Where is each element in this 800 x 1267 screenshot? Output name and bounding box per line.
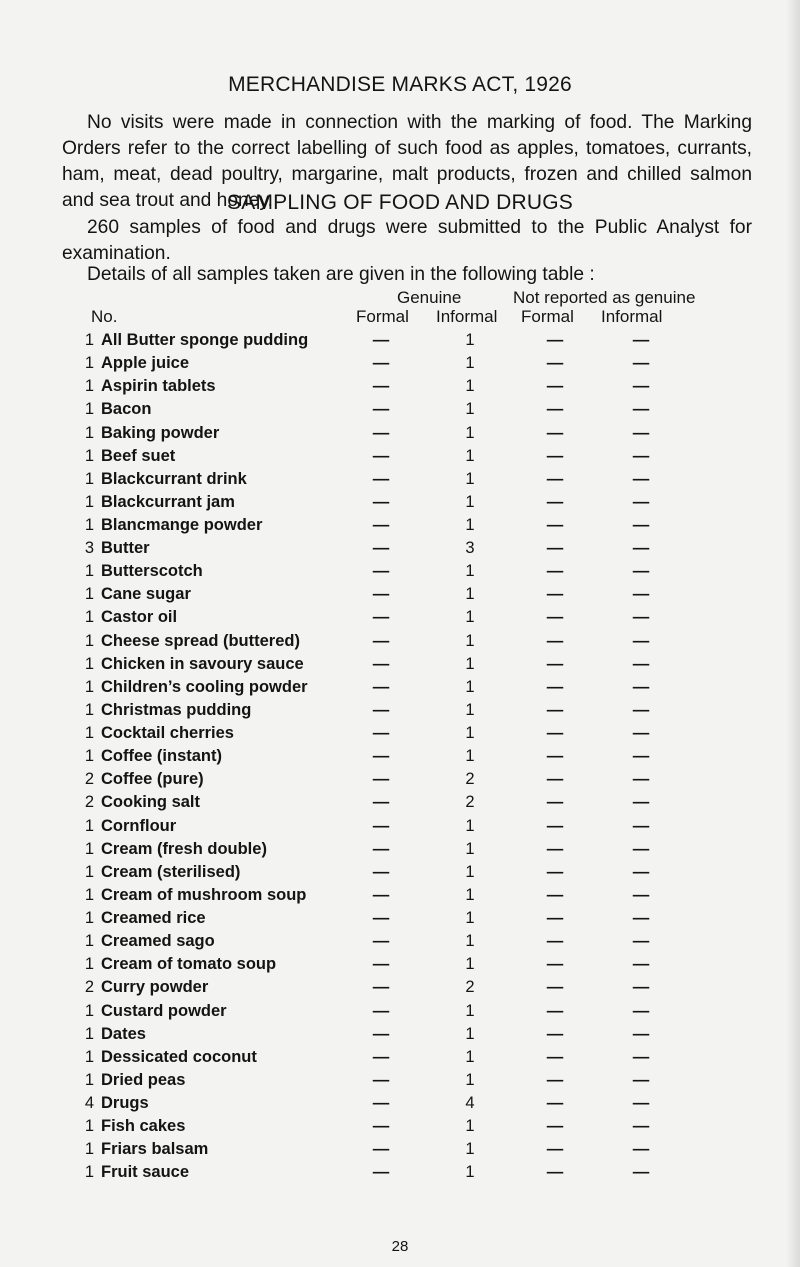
cell-not-formal: —: [546, 423, 564, 442]
cell-count: 1: [84, 331, 94, 349]
table-row: [0, 724, 800, 748]
cell-not-formal: —: [546, 631, 564, 650]
cell-not-informal: —: [632, 747, 650, 766]
cell-article: Apple juice: [101, 354, 190, 373]
cell-article: Cocktail cherries: [101, 724, 234, 742]
cell-not-informal: —: [632, 1140, 650, 1159]
cell-genuine-formal: —: [372, 816, 390, 835]
cell-not-informal: —: [632, 562, 650, 581]
table-row: [0, 608, 800, 632]
cell-not-formal: —: [546, 1001, 564, 1020]
table-row: [0, 1117, 800, 1141]
cell-genuine-informal: 1: [465, 700, 475, 719]
cell-article: Coffee (pure): [101, 770, 204, 789]
cell-not-formal: —: [546, 1163, 564, 1182]
cell-not-informal: —: [632, 816, 650, 835]
cell-genuine-informal: 1: [465, 1163, 475, 1182]
cell-not-formal: —: [546, 446, 564, 465]
header-genuine-informal: Informal: [436, 307, 498, 326]
cell-count: 1: [84, 1117, 94, 1136]
cell-count: 1: [84, 631, 94, 650]
cell-genuine-formal: —: [372, 377, 390, 396]
cell-article: Cheese spread (buttered): [101, 631, 300, 650]
table-row: [0, 516, 800, 540]
table-row: [0, 400, 800, 424]
cell-not-formal: —: [546, 492, 564, 511]
cell-genuine-formal: —: [372, 747, 390, 766]
cell-not-informal: —: [632, 377, 650, 396]
cell-genuine-formal: —: [372, 909, 390, 927]
cell-genuine-informal: 1: [465, 1140, 475, 1159]
page-number: 28: [391, 1238, 409, 1255]
cell-genuine-formal: —: [372, 631, 390, 650]
cell-genuine-informal: 1: [465, 862, 475, 881]
table-row: [0, 701, 800, 725]
cell-not-formal: —: [546, 1047, 564, 1066]
cell-count: 1: [84, 885, 94, 904]
cell-genuine-formal: —: [372, 839, 390, 858]
cell-article: Cream of mushroom soup: [101, 885, 307, 904]
cell-not-informal: —: [632, 1001, 650, 1020]
cell-article: Children’s cooling powder: [101, 677, 308, 696]
cell-genuine-informal: 1: [465, 1117, 475, 1136]
cell-article: Cream of tomato soup: [101, 955, 277, 974]
cell-not-formal: —: [546, 516, 564, 534]
table-row: [0, 539, 800, 563]
cell-genuine-formal: —: [372, 932, 390, 951]
cell-genuine-informal: 1: [465, 423, 475, 442]
cell-not-formal: —: [546, 1070, 564, 1089]
cell-not-informal: —: [632, 446, 650, 465]
cell-genuine-informal: 1: [465, 585, 475, 604]
cell-count: 1: [84, 354, 94, 373]
cell-article: Cooking salt: [101, 793, 201, 812]
header-genuine-formal: Formal: [356, 307, 409, 326]
cell-not-informal: —: [632, 1094, 650, 1112]
cell-genuine-formal: —: [372, 400, 390, 419]
cell-article: Christmas pudding: [101, 700, 252, 719]
cell-count: 1: [84, 562, 94, 581]
paragraph-samples-submitted: [62, 215, 752, 267]
cell-not-informal: —: [632, 978, 650, 997]
cell-not-informal: —: [632, 423, 650, 442]
cell-article: Cornflour: [101, 816, 177, 835]
cell-not-formal: —: [546, 400, 564, 419]
cell-genuine-informal: 1: [465, 839, 475, 858]
cell-article: Blancmange powder: [101, 516, 263, 534]
cell-genuine-informal: 1: [465, 331, 475, 349]
table-row: [0, 978, 800, 1002]
cell-genuine-formal: —: [372, 1140, 390, 1159]
table-row: [0, 863, 800, 887]
cell-article: Beef suet: [101, 446, 176, 465]
cell-genuine-informal: 2: [465, 770, 475, 789]
table-row: [0, 1094, 800, 1118]
cell-genuine-formal: —: [372, 677, 390, 696]
header-no: No.: [91, 307, 118, 326]
heading-sampling: SAMPLING OF FOOD AND DRUGS: [227, 191, 573, 214]
cell-genuine-formal: —: [372, 446, 390, 465]
cell-not-informal: —: [632, 400, 650, 419]
cell-genuine-formal: —: [372, 1163, 390, 1182]
cell-count: 1: [84, 1047, 94, 1066]
cell-not-formal: —: [546, 909, 564, 927]
cell-not-formal: —: [546, 839, 564, 858]
cell-count: 2: [84, 770, 94, 789]
cell-genuine-informal: 1: [465, 608, 475, 627]
cell-article: Dried peas: [101, 1070, 186, 1089]
cell-article: Friars balsam: [101, 1140, 209, 1159]
paragraph-text: No visits were made in connection with the marking of food. The Marking Orders refer to the correct labelling of such food as apples, tomatoes, currants, ham, meat, dead poultry, margarine, malt products, frozen and chilled salmon and sea trout and honey.: [62, 112, 752, 211]
cell-article: Cane sugar: [101, 585, 191, 604]
cell-not-informal: —: [632, 354, 650, 373]
cell-count: 1: [84, 377, 94, 396]
cell-article: All Butter sponge pudding: [101, 331, 309, 349]
cell-article: Baking powder: [101, 423, 220, 442]
table-intro: Details of all samples taken are given in the following table :: [87, 264, 595, 285]
cell-not-formal: —: [546, 955, 564, 974]
cell-article: Drugs: [101, 1094, 149, 1112]
table-row: [0, 1002, 800, 1026]
cell-genuine-formal: —: [372, 1094, 390, 1112]
cell-genuine-formal: —: [372, 724, 390, 742]
cell-not-informal: —: [632, 955, 650, 974]
cell-genuine-formal: —: [372, 1117, 390, 1136]
cell-article: Blackcurrant drink: [101, 469, 247, 488]
cell-genuine-formal: —: [372, 885, 390, 904]
cell-genuine-informal: 1: [465, 492, 475, 511]
paragraph-text: 260 samples of food and drugs were submitted to the Public Analyst for examination.: [62, 217, 752, 264]
cell-not-informal: —: [632, 1163, 650, 1182]
cell-genuine-formal: —: [372, 862, 390, 881]
cell-count: 1: [84, 516, 94, 534]
cell-genuine-informal: 1: [465, 469, 475, 488]
cell-not-formal: —: [546, 354, 564, 373]
cell-genuine-informal: 1: [465, 955, 475, 974]
table-row: [0, 1025, 800, 1049]
cell-count: 1: [84, 400, 94, 419]
cell-count: 1: [84, 469, 94, 488]
cell-not-formal: —: [546, 1117, 564, 1136]
table-row: [0, 493, 800, 517]
cell-count: 1: [84, 955, 94, 974]
cell-genuine-informal: 1: [465, 377, 475, 396]
cell-count: 1: [84, 724, 94, 742]
cell-article: Fish cakes: [101, 1117, 186, 1136]
table-row: [0, 424, 800, 448]
cell-count: 1: [84, 492, 94, 511]
cell-genuine-formal: —: [372, 354, 390, 373]
cell-not-informal: —: [632, 700, 650, 719]
table-row: [0, 447, 800, 471]
table-row: [0, 331, 800, 355]
cell-not-informal: —: [632, 654, 650, 673]
cell-not-formal: —: [546, 747, 564, 766]
cell-not-formal: —: [546, 793, 564, 812]
cell-genuine-formal: —: [372, 469, 390, 488]
cell-genuine-formal: —: [372, 978, 390, 997]
table-row: [0, 1048, 800, 1072]
cell-not-informal: —: [632, 1024, 650, 1043]
table-row: [0, 909, 800, 933]
cell-genuine-informal: 3: [465, 539, 475, 558]
cell-not-formal: —: [546, 677, 564, 696]
cell-not-informal: —: [632, 677, 650, 696]
cell-not-informal: —: [632, 724, 650, 742]
cell-not-formal: —: [546, 885, 564, 904]
cell-count: 1: [84, 654, 94, 673]
heading-merchandise-marks: MERCHANDISE MARKS ACT, 1926: [228, 73, 572, 96]
cell-count: 2: [84, 793, 94, 812]
cell-genuine-informal: 1: [465, 816, 475, 835]
cell-not-formal: —: [546, 469, 564, 488]
cell-genuine-formal: —: [372, 539, 390, 558]
cell-genuine-informal: 1: [465, 516, 475, 534]
cell-article: Cream (fresh double): [101, 839, 267, 858]
cell-count: 1: [84, 585, 94, 604]
cell-not-informal: —: [632, 885, 650, 904]
cell-article: Butter: [101, 539, 150, 558]
cell-not-informal: —: [632, 608, 650, 627]
table-row: [0, 747, 800, 771]
cell-article: Castor oil: [101, 608, 178, 627]
cell-not-informal: —: [632, 331, 650, 349]
cell-count: 3: [84, 539, 94, 558]
table-row: [0, 840, 800, 864]
header-not-informal: Informal: [601, 307, 663, 326]
cell-article: Creamed rice: [101, 909, 206, 927]
table-row: [0, 354, 800, 378]
cell-not-informal: —: [632, 909, 650, 927]
cell-not-informal: —: [632, 1117, 650, 1136]
cell-count: 2: [84, 978, 94, 997]
cell-count: 1: [84, 1163, 94, 1182]
cell-not-formal: —: [546, 608, 564, 627]
cell-not-formal: —: [546, 585, 564, 604]
table-row: [0, 585, 800, 609]
cell-article: Bacon: [101, 400, 152, 419]
cell-count: 1: [84, 608, 94, 627]
cell-article: Curry powder: [101, 978, 209, 997]
table-row: [0, 655, 800, 679]
cell-count: 1: [84, 839, 94, 858]
table-row: [0, 770, 800, 794]
table-row: [0, 955, 800, 979]
cell-genuine-formal: —: [372, 1047, 390, 1066]
cell-genuine-informal: 2: [465, 978, 475, 997]
cell-not-formal: —: [546, 932, 564, 951]
cell-not-informal: —: [632, 539, 650, 558]
cell-article: Chicken in savoury sauce: [101, 654, 304, 673]
cell-genuine-informal: 1: [465, 677, 475, 696]
cell-genuine-informal: 1: [465, 1001, 475, 1020]
cell-not-formal: —: [546, 539, 564, 558]
cell-genuine-formal: —: [372, 955, 390, 974]
cell-genuine-informal: 1: [465, 909, 475, 927]
cell-count: 4: [84, 1094, 94, 1112]
cell-not-formal: —: [546, 816, 564, 835]
cell-article: Dates: [101, 1024, 146, 1043]
cell-genuine-formal: —: [372, 492, 390, 511]
table-row: [0, 562, 800, 586]
cell-article: Aspirin tablets: [101, 377, 216, 396]
cell-genuine-informal: 1: [465, 354, 475, 373]
cell-not-formal: —: [546, 1024, 564, 1043]
cell-not-formal: —: [546, 770, 564, 789]
cell-count: 1: [84, 816, 94, 835]
cell-count: 1: [84, 747, 94, 766]
cell-not-formal: —: [546, 562, 564, 581]
cell-count: 1: [84, 1140, 94, 1159]
cell-article: Coffee (instant): [101, 747, 222, 766]
cell-not-formal: —: [546, 862, 564, 881]
cell-not-informal: —: [632, 770, 650, 789]
cell-not-formal: —: [546, 377, 564, 396]
cell-article: Blackcurrant jam: [101, 492, 235, 511]
table-row: [0, 793, 800, 817]
cell-genuine-informal: 1: [465, 562, 475, 581]
cell-not-informal: —: [632, 1070, 650, 1089]
table-row: [0, 470, 800, 494]
cell-genuine-informal: 1: [465, 654, 475, 673]
cell-genuine-formal: —: [372, 654, 390, 673]
cell-count: 1: [84, 862, 94, 881]
cell-genuine-formal: —: [372, 700, 390, 719]
header-not-reported: Not reported as genuine: [513, 288, 696, 307]
table-row: [0, 1163, 800, 1187]
cell-genuine-formal: —: [372, 1024, 390, 1043]
cell-article: Custard powder: [101, 1001, 227, 1020]
cell-count: 1: [84, 446, 94, 465]
cell-not-informal: —: [632, 862, 650, 881]
cell-not-informal: —: [632, 932, 650, 951]
cell-genuine-formal: —: [372, 1070, 390, 1089]
cell-count: 1: [84, 423, 94, 442]
cell-genuine-informal: 1: [465, 747, 475, 766]
cell-not-formal: —: [546, 724, 564, 742]
cell-not-informal: —: [632, 1047, 650, 1066]
cell-not-formal: —: [546, 331, 564, 349]
cell-not-informal: —: [632, 516, 650, 534]
cell-genuine-formal: —: [372, 1001, 390, 1020]
cell-genuine-formal: —: [372, 585, 390, 604]
cell-genuine-formal: —: [372, 793, 390, 812]
cell-genuine-formal: —: [372, 423, 390, 442]
cell-genuine-formal: —: [372, 608, 390, 627]
cell-genuine-informal: 1: [465, 932, 475, 951]
cell-count: 1: [84, 932, 94, 951]
cell-article: Creamed sago: [101, 932, 215, 951]
cell-genuine-formal: —: [372, 562, 390, 581]
table-row: [0, 1140, 800, 1164]
cell-genuine-informal: 2: [465, 793, 475, 812]
header-not-formal: Formal: [521, 307, 574, 326]
cell-genuine-formal: —: [372, 331, 390, 349]
cell-not-formal: —: [546, 700, 564, 719]
cell-not-informal: —: [632, 585, 650, 604]
cell-not-informal: —: [632, 492, 650, 511]
table-row: [0, 817, 800, 841]
cell-article: Butterscotch: [101, 562, 203, 581]
cell-genuine-informal: 1: [465, 400, 475, 419]
cell-genuine-informal: 1: [465, 1047, 475, 1066]
cell-genuine-informal: 1: [465, 446, 475, 465]
cell-count: 1: [84, 1024, 94, 1043]
table-row: [0, 678, 800, 702]
table-row: [0, 932, 800, 956]
table-row: [0, 1071, 800, 1095]
cell-count: 1: [84, 909, 94, 927]
cell-genuine-informal: 4: [465, 1094, 475, 1112]
cell-genuine-informal: 1: [465, 1070, 475, 1089]
cell-genuine-formal: —: [372, 516, 390, 534]
table-row: [0, 377, 800, 401]
cell-article: Fruit sauce: [101, 1163, 190, 1182]
cell-not-formal: —: [546, 1094, 564, 1112]
header-genuine: Genuine: [397, 288, 462, 307]
cell-genuine-informal: 1: [465, 724, 475, 742]
cell-count: 1: [84, 700, 94, 719]
cell-article: Cream (sterilised): [101, 862, 241, 881]
cell-not-formal: —: [546, 1140, 564, 1159]
cell-genuine-informal: 1: [465, 631, 475, 650]
cell-not-informal: —: [632, 469, 650, 488]
cell-not-informal: —: [632, 839, 650, 858]
cell-count: 1: [84, 677, 94, 696]
cell-not-informal: —: [632, 793, 650, 812]
cell-genuine-informal: 1: [465, 1024, 475, 1043]
cell-count: 1: [84, 1001, 94, 1020]
cell-genuine-informal: 1: [465, 885, 475, 904]
table-row: [0, 886, 800, 910]
cell-article: Dessicated coconut: [101, 1047, 257, 1066]
cell-not-formal: —: [546, 654, 564, 673]
cell-genuine-formal: —: [372, 770, 390, 789]
cell-not-formal: —: [546, 978, 564, 997]
cell-not-informal: —: [632, 631, 650, 650]
table-row: [0, 632, 800, 656]
cell-count: 1: [84, 1070, 94, 1089]
